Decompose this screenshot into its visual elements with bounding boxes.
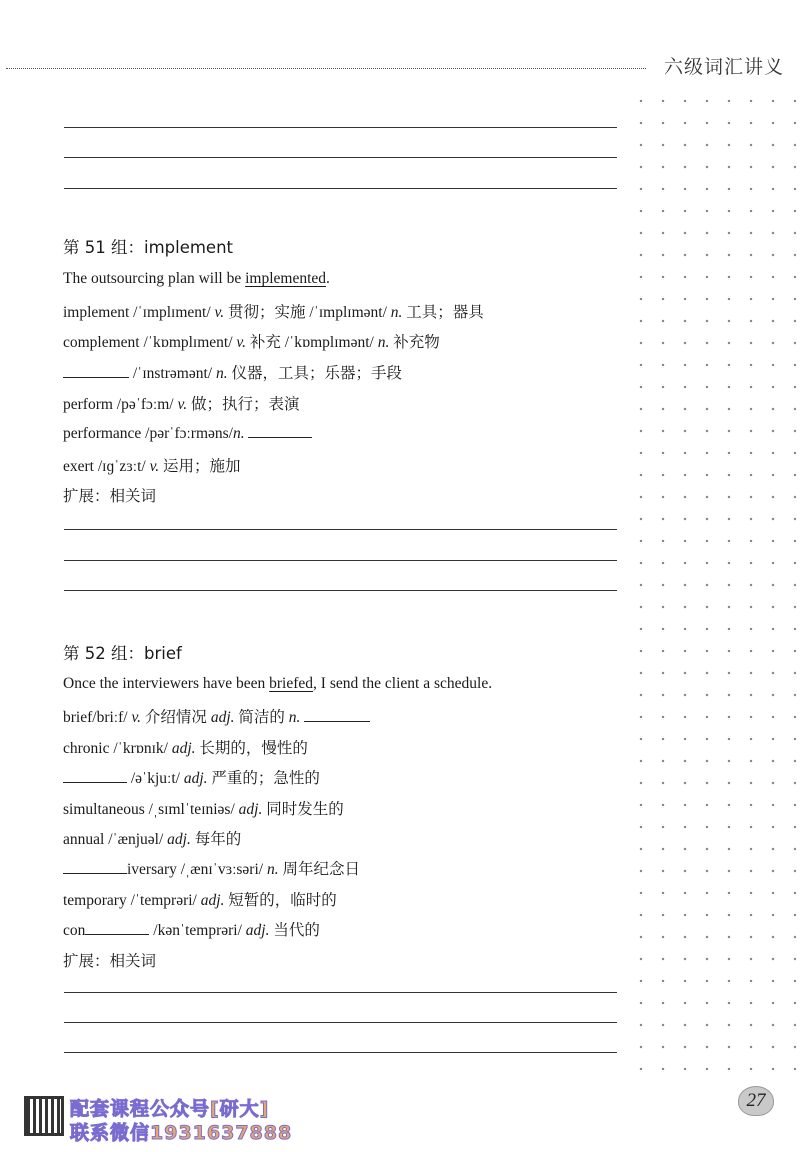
fill-blank[interactable] <box>248 423 312 438</box>
entry-text: complement /ˈkɒmplɪment/ <box>63 334 237 351</box>
part-of-speech: adj. <box>245 922 270 939</box>
entry-text: 每年的 <box>190 831 242 848</box>
entry-text: 贯彻；实施 /ˈɪmplɪmənt/ <box>224 304 391 321</box>
group-51-heading: 第 51 组：implement <box>63 238 234 257</box>
fill-blank[interactable] <box>85 920 149 935</box>
watermark-line-1: 配套课程公众号[研大] <box>70 1098 270 1120</box>
part-of-speech: n. <box>377 334 390 351</box>
entry-text: 仪器，工具；乐器；手段 <box>227 365 402 382</box>
part-of-speech: v. <box>177 396 188 413</box>
note-line <box>64 157 617 158</box>
entry-acute <box>63 766 320 788</box>
entry-text: 严重的；急性的 <box>207 770 320 787</box>
entry-text: 长期的，慢性的 <box>195 740 308 757</box>
part-of-speech: adj. <box>238 801 263 818</box>
entry-annual <box>63 827 241 849</box>
entry-performance <box>63 423 312 443</box>
note-line <box>64 127 617 128</box>
entry-text: perform /pəˈfɔːm/ <box>63 396 178 413</box>
fill-blank[interactable] <box>304 707 370 722</box>
entry-text: 介绍情况 <box>141 709 211 726</box>
entry-text: temporary /ˈtemprəri/ <box>63 892 201 909</box>
group-51-extend-label: 扩展：相关词 <box>63 488 157 505</box>
part-of-speech: adj. <box>183 770 208 787</box>
entry-text: 当代的 <box>269 922 320 939</box>
example-text: . <box>326 270 330 287</box>
group-51-example <box>63 270 330 288</box>
part-of-speech: adj. <box>167 831 191 848</box>
part-of-speech: n. <box>288 709 301 726</box>
entry-text: implement /ˈɪmplɪment/ <box>63 304 215 321</box>
group-52-example <box>63 675 492 693</box>
entry-exert <box>63 454 241 476</box>
example-keyword: briefed <box>269 675 314 692</box>
note-line <box>64 1022 617 1023</box>
part-of-speech: n. <box>215 365 228 382</box>
entry-text: 补充物 <box>389 334 440 351</box>
entry-implement <box>63 300 484 322</box>
entry-contemporary <box>63 918 320 940</box>
entry-text: /kənˈtemprəri/ <box>149 922 246 939</box>
entry-text: 工具；器具 <box>402 304 484 321</box>
page-number-badge: 27 <box>738 1086 774 1116</box>
entry-text: 同时发生的 <box>262 801 344 818</box>
part-of-speech: adj. <box>171 740 196 757</box>
example-keyword: implemented <box>245 270 327 287</box>
fill-blank[interactable] <box>63 859 127 874</box>
fill-blank[interactable] <box>63 768 127 783</box>
note-line <box>64 992 617 993</box>
example-text: , I send the client a schedule. <box>313 675 493 692</box>
qr-code-image <box>24 1096 64 1136</box>
entry-text: brief/briːf/ <box>63 709 132 726</box>
watermark-line-2: 联系微信1931637888 <box>70 1122 293 1144</box>
entry-text: 短暂的，临时的 <box>224 892 337 909</box>
part-of-speech: v. <box>131 709 142 726</box>
part-of-speech: n. <box>266 861 279 878</box>
part-of-speech: adj. <box>200 892 225 909</box>
entry-text: performance /pərˈfɔːrməns/ <box>63 425 233 442</box>
group-52-extend-label: 扩展：相关词 <box>63 953 157 970</box>
entry-text: annual /ˈænjuəl/ <box>63 831 168 848</box>
part-of-speech: n. <box>390 304 403 321</box>
part-of-speech: v. <box>236 334 247 351</box>
entry-text: iversary /ˌænɪˈvɜːsəri/ <box>127 861 267 878</box>
entry-text: 补充 /ˈkɒmplɪmənt/ <box>246 334 378 351</box>
example-text: The outsourcing plan will be <box>63 270 246 287</box>
entry-anniversary <box>63 857 360 879</box>
part-of-speech: v. <box>149 458 160 475</box>
note-line <box>64 590 617 591</box>
note-line <box>64 560 617 561</box>
note-line <box>64 188 617 189</box>
note-line <box>64 1052 617 1053</box>
entry-text: chronic /ˈkrɒnɪk/ <box>63 740 172 757</box>
entry-instrument <box>63 361 402 383</box>
entry-text: 做；执行；表演 <box>187 396 300 413</box>
entry-text: simultaneous /ˌsɪmlˈteɪniəs/ <box>63 801 239 818</box>
note-line <box>64 529 617 530</box>
group-52-heading: 第 52 组：brief <box>63 644 182 663</box>
entry-simultaneous <box>63 797 344 819</box>
entry-chronic <box>63 736 308 758</box>
entry-text: exert /ɪɡˈzɜːt/ <box>63 458 150 475</box>
page-header-title: 六级词汇讲义 <box>664 56 785 78</box>
entry-text: 运用；施加 <box>159 458 241 475</box>
entry-complement <box>63 330 440 352</box>
entry-perform <box>63 392 299 414</box>
entry-text: /əˈkjuːt/ <box>127 770 184 787</box>
entry-text: 周年纪念日 <box>278 861 360 878</box>
part-of-speech: v. <box>214 304 225 321</box>
dot-grid-margin <box>626 88 796 1088</box>
entry-text: con <box>63 922 86 939</box>
header-rule <box>6 68 646 69</box>
entry-text: /ˈɪnstrəmənt/ <box>129 365 216 382</box>
entry-temporary <box>63 888 337 910</box>
fill-blank[interactable] <box>63 363 129 378</box>
example-text: Once the interviewers have been <box>63 675 270 692</box>
entry-brief <box>63 705 370 727</box>
entry-text: 简洁的 <box>234 709 289 726</box>
part-of-speech: adj. <box>210 709 235 726</box>
part-of-speech: n. <box>232 425 245 442</box>
